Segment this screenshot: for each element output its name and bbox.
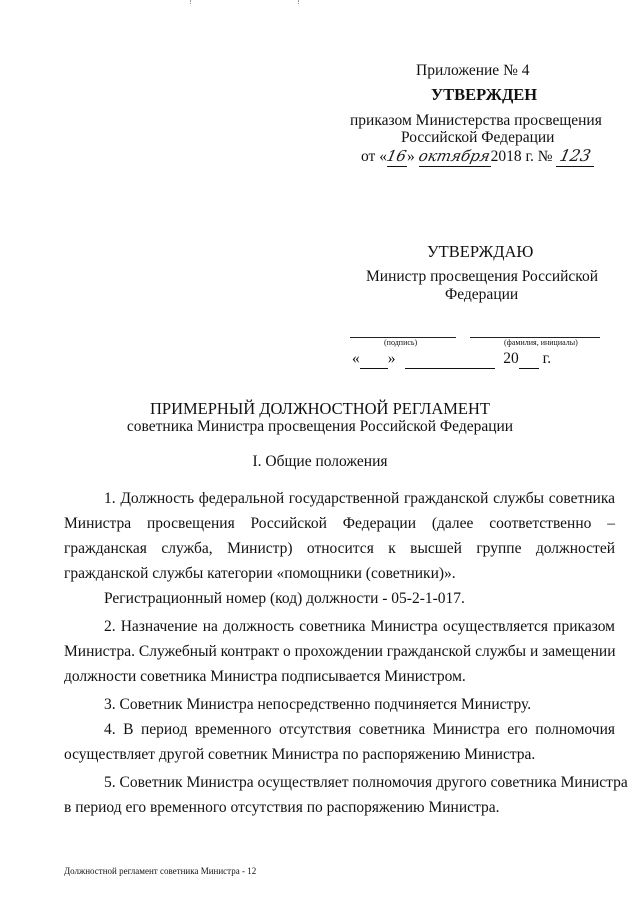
paragraph-line: 4. В период временного отсутствия советника Министра его полномочия — [104, 721, 615, 738]
approved-heading: УТВЕРЖДЕН — [431, 85, 538, 104]
date-quote-close: » — [406, 148, 415, 165]
paragraph-line: 2. Назначение на должность советника Министра осуществляется приказом — [104, 618, 615, 635]
paragraph-line: 1. Должность федеральной государственной гражданской службы советника — [104, 490, 615, 507]
paragraph-line: Министра. Служебный контракт о прохождении гражданской службы и замещении — [64, 643, 616, 660]
paragraph-line: гражданской службы категории «помощники (советники)». — [64, 565, 456, 582]
paragraph-line: гражданская служба, Министр) относится к высшей группе должностей — [64, 540, 615, 557]
page-footer: Должностной регламент советника Министра - 12 — [64, 866, 257, 876]
scan-mark — [190, 0, 191, 4]
approval-month-blank — [405, 350, 495, 369]
handwritten-day: 16 — [385, 147, 409, 165]
approval-year-suffix: г. — [542, 350, 552, 367]
order-date-line — [361, 146, 594, 167]
date-month-field — [419, 147, 491, 167]
paragraph-line: в период его временного отсутствия по распоряжению Министра. — [64, 799, 500, 816]
approval-year-prefix: 20 — [503, 350, 519, 367]
name-caption: (фамилия, инициалы) — [504, 338, 578, 347]
annex-number: Приложение № 4 — [416, 62, 530, 79]
document-subtitle: советника Министра просвещения Российской Федерации — [126, 418, 514, 435]
approval-date-open: « — [352, 350, 360, 367]
date-year-part: 2018 г. № — [490, 148, 553, 165]
handwritten-month: октября — [417, 147, 492, 165]
section-heading: I. Общие положения — [252, 453, 388, 470]
paragraph-line: Регистрационный номер (код) должности - 05-2-1-017. — [104, 590, 465, 607]
approver-position-line1: Министр просвещения Российской — [366, 268, 599, 285]
paragraph-line: Министра просвещения Российской Федерации (далее соответственно – — [64, 515, 615, 532]
approve-heading: УТВЕРЖДАЮ — [427, 242, 534, 261]
approval-year-blank — [519, 350, 539, 369]
date-day-field — [387, 147, 407, 167]
approval-date-line — [352, 350, 551, 369]
by-order-line1: приказом Министерства просвещения — [350, 112, 602, 129]
order-number-field — [556, 146, 594, 167]
approval-day-blank — [360, 350, 388, 369]
paragraph-line: осуществляет другой советник Министра по распоряжению Министра. — [64, 746, 536, 763]
signature-caption: (подпись) — [384, 338, 418, 347]
document-title: ПРИМЕРНЫЙ ДОЛЖНОСТНОЙ РЕГЛАМЕНТ — [150, 399, 490, 418]
date-prefix: от « — [361, 148, 387, 165]
handwritten-order-number: 123 — [558, 146, 593, 165]
approver-position-line2: Федерации — [445, 286, 519, 303]
paragraph-line: должности советника Министра подписывается Министром. — [64, 668, 466, 685]
paragraph-line: 5. Советник Министра осуществляет полномочия другого советника Министра — [104, 774, 628, 791]
scan-mark — [298, 0, 299, 4]
approval-date-close: » — [387, 350, 396, 367]
paragraph-line: 3. Советник Министра непосредственно подчиняется Министру. — [104, 696, 532, 713]
by-order-line2: Российской Федерации — [401, 129, 555, 146]
